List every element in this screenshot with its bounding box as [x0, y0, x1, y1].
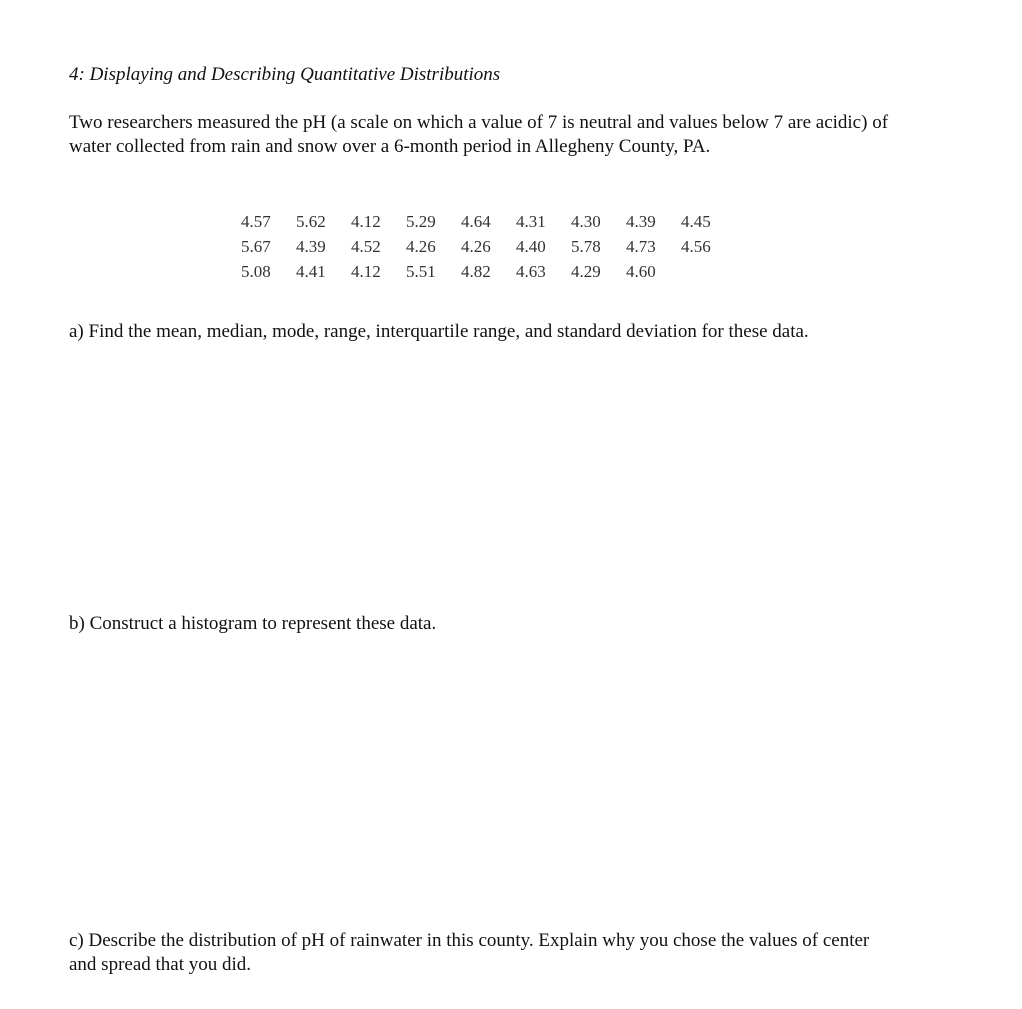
ph-data-table: [241, 210, 736, 285]
table-cell: 4.39: [296, 237, 326, 256]
table-cell: 5.51: [406, 262, 436, 281]
table-cell: 4.64: [461, 212, 491, 231]
section-heading: 4: Displaying and Describing Quantitative Distributions: [69, 64, 501, 85]
question-b: b) Construct a histogram to represent these data.: [69, 613, 437, 634]
table-row: [241, 235, 736, 260]
table-cell: [681, 260, 736, 285]
question-a: a) Find the mean, median, mode, range, interquartile range, and standard deviation for these data.: [69, 321, 809, 342]
table-cell: 4.26: [406, 237, 436, 256]
table-cell: 4.45: [681, 212, 711, 231]
table-cell: 5.78: [571, 237, 601, 256]
table-cell: 4.31: [516, 212, 546, 231]
table-cell: 4.57: [241, 212, 271, 231]
table-cell: 4.63: [516, 262, 546, 281]
table-cell: 4.60: [626, 262, 656, 281]
table-cell: 4.39: [626, 212, 656, 231]
table-row: [241, 260, 736, 285]
question-c: c) Describe the distribution of pH of rainwater in this county. Explain why you chose the values of center and spread that you did.: [69, 930, 870, 975]
table-cell: 4.82: [461, 262, 491, 281]
table-cell: 4.30: [571, 212, 601, 231]
table-cell: 4.40: [516, 237, 546, 256]
table-cell: 4.12: [351, 212, 381, 231]
table-cell: 5.67: [241, 237, 271, 256]
table-cell: 4.41: [296, 262, 326, 281]
intro-paragraph: Two researchers measured the pH (a scale on which a value of 7 is neutral and values below 7 are acidic) of water collected from rain and snow over a 6-month period in Allegheny County, PA.: [69, 112, 889, 157]
table-cell: 4.73: [626, 237, 656, 256]
table-cell: 5.62: [296, 212, 326, 231]
table-cell: 4.56: [681, 237, 711, 256]
table-row: [241, 210, 736, 235]
table-cell: 4.26: [461, 237, 491, 256]
table-cell: 5.29: [406, 212, 436, 231]
table-cell: 4.29: [571, 262, 601, 281]
table-cell: 4.52: [351, 237, 381, 256]
table-cell: 4.12: [351, 262, 381, 281]
table-cell: 5.08: [241, 262, 271, 281]
